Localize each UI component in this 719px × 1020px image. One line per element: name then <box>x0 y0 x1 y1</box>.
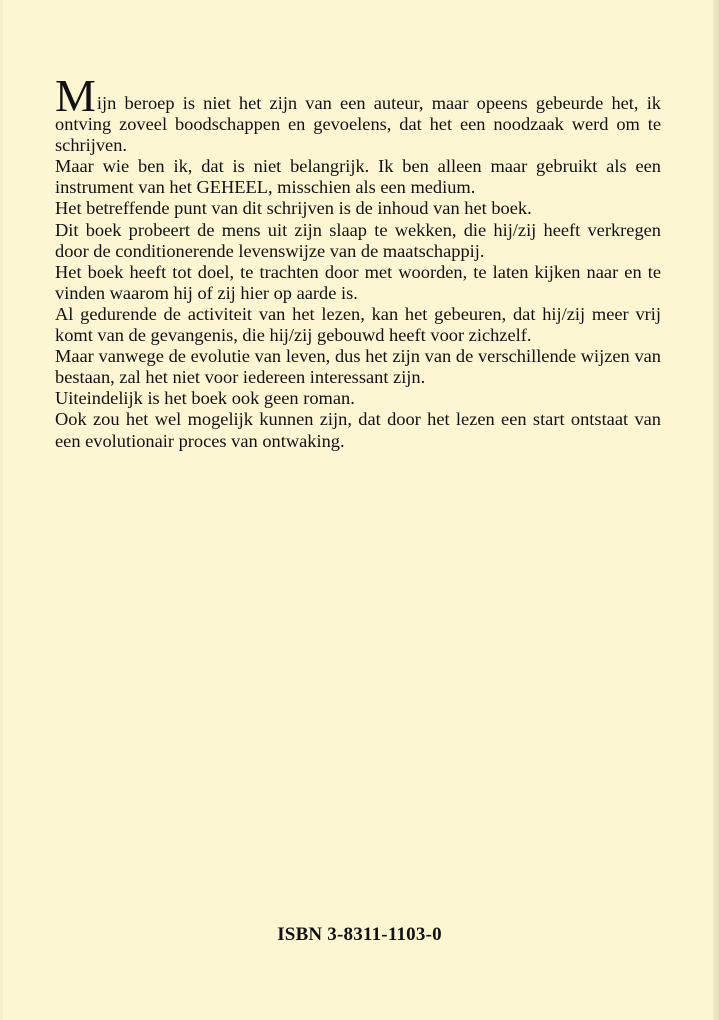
paragraph-6: Al gedurende de activiteit van het lezen, kan het gebeuren, dat hij/zij meer vrij komt van de gevangenis, die hij/zij gebouwd heeft voor zichzelf. <box>55 303 661 346</box>
isbn-number: ISBN 3-8311-1103-0 <box>277 924 442 945</box>
page-right-edge <box>713 0 719 1020</box>
drop-cap-letter: M <box>55 70 96 121</box>
paragraph-7: Maar vanwege de evolutie van leven, dus het zijn van de verschillende wijzen van bestaan, zal het niet voor iedereen interessant zijn. <box>55 346 661 388</box>
page-left-edge <box>0 0 3 1020</box>
paragraph-1-text: ijn beroep is niet het zijn van een auteur, maar opeens gebeurde het, ik ontving zoveel boodschappen en gevoelens, dat het een noodzaak werd om te schrijven. <box>55 93 661 156</box>
back-cover-text <box>55 70 661 452</box>
paragraph-9: Ook zou het wel mogelijk kunnen zijn, dat door het lezen een start ontstaat van een evolutionair proces van ontwaking. <box>55 409 661 451</box>
paragraph-8: Uiteindelijk is het boek ook geen roman. <box>55 388 355 409</box>
paragraph-1 <box>55 70 661 156</box>
paragraph-4: Dit boek probeert de mens uit zijn slaap te wekken, die hij/zij heeft verkregen door de conditionerende levenswijze van de maatschappij. <box>55 219 661 261</box>
paragraph-5: Het boek heeft tot doel, te trachten door met woorden, te laten kijken naar en te vinden waarom hij of zij hier op aarde is. <box>55 261 661 303</box>
paragraph-3: Het betreffende punt van dit schrijven is de inhoud van het boek. <box>55 198 532 219</box>
paragraph-2: Maar wie ben ik, dat is niet belangrijk. Ik ben alleen maar gebruikt als een instrument van het GEHEEL, misschien als een medium. <box>55 156 661 198</box>
